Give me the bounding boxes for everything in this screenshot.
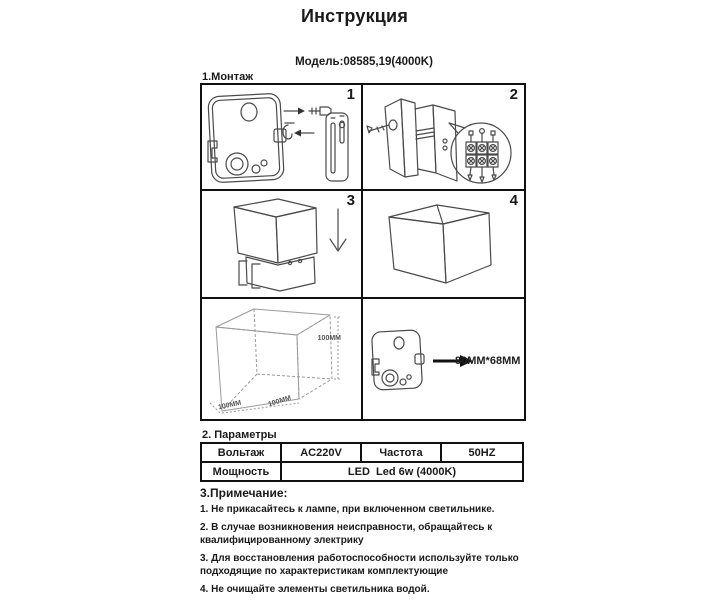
frequency-label-cell: Частота [361, 443, 441, 462]
power-label-cell: Мощность [201, 462, 281, 481]
instruction-sheet [200, 0, 528, 595]
montage-step-4 [363, 191, 524, 299]
note-item-4: 4. Не очищайте элементы светильника водой. [200, 584, 430, 595]
params-table [200, 442, 524, 482]
dimension-width-label: 100MM [267, 394, 292, 409]
model-number: Модель:08585,19(4000K) [295, 56, 433, 68]
plate-size-panel [363, 299, 524, 419]
params-row-power [201, 462, 523, 481]
montage-step-3 [202, 191, 363, 299]
step4-assembled-illustration [363, 191, 524, 299]
step2-mounting-illustration [363, 85, 524, 191]
step3-cover-illustration [202, 191, 363, 299]
dimensions-panel [202, 299, 363, 419]
params-section-heading: 2. Параметры [202, 429, 277, 441]
frequency-value-cell: 50HZ [441, 443, 523, 462]
note-item-1: 1. Не прикасайтесь к лампе, при включенном светильнике. [200, 504, 495, 515]
voltage-label-cell: Вольтаж [201, 443, 281, 462]
montage-steps-grid [200, 83, 526, 421]
montage-step-1 [202, 85, 363, 191]
step1-backplate-illustration [202, 85, 363, 191]
notes-section-heading: 3.Примечание: [200, 486, 288, 500]
note-item-3: 3. Для восстановления работоспособности используйте только подходящие по характеристикам комплектующие [200, 553, 519, 577]
step1-number: 1 [346, 86, 355, 103]
notes-list [200, 503, 530, 601]
plate-size-label: 80MM*68MM [455, 355, 521, 367]
power-value-cell: LED Led 6w (4000K) [281, 462, 523, 481]
step4-number: 4 [509, 192, 518, 209]
step3-number: 3 [346, 192, 355, 209]
page-title: Инструкция [300, 6, 409, 26]
step2-number: 2 [509, 86, 518, 103]
montage-step-2 [363, 85, 524, 191]
params-row-voltage-frequency [201, 443, 523, 462]
note-item-2: 2. В случае возникновения неисправности, обращайтесь к квалифицированному электрику [200, 522, 493, 546]
dimension-height-label: 100MM [317, 335, 341, 342]
montage-section-heading: 1.Монтаж [202, 71, 254, 83]
dimension-depth-label: 100MM [217, 399, 242, 412]
voltage-value-cell: AC220V [281, 443, 361, 462]
